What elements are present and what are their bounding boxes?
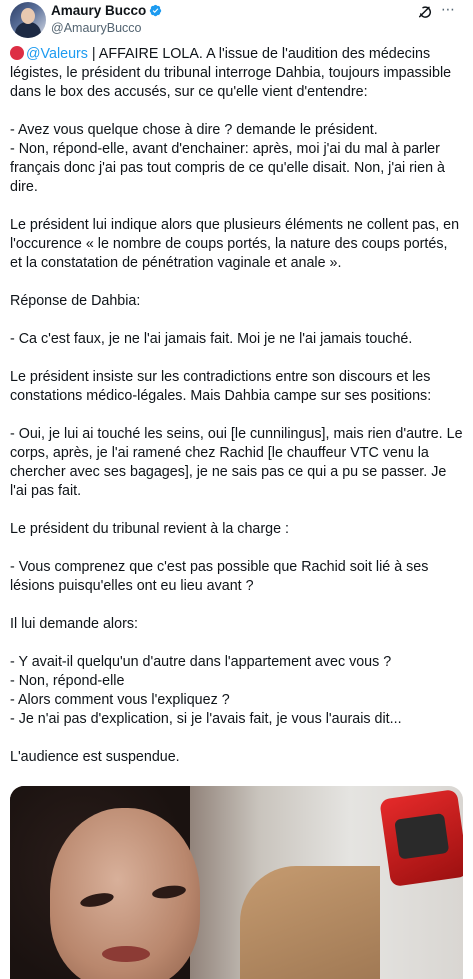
mention-link[interactable]: @Valeurs [26,46,88,62]
red-circle-icon [10,46,24,60]
tweet-line: - Non, répond-elle [10,673,125,689]
paragraph-gap [10,406,463,425]
tweet-line: - Vous comprenez que c'est pas possible que Rachid soit lié à ses lésions puisqu'elles ont eu lieu avant ? [10,559,429,594]
tweet-photo[interactable] [10,786,463,979]
paragraph-gap [10,539,463,558]
tweet-line: | AFFAIRE LOLA. A l'issue de l'audition des médecins légistes, le président du tribunal interroge Dahbia, toujours impassible dans le box des accusés, sur ce qu'elle vient d'entendre: [10,46,452,100]
photo-red-object [379,789,463,887]
tweet-line: Le président insiste sur les contradictions entre son discours et les constations médico-légales. Mais Dahbia campe sur ses positions: [10,369,432,404]
paragraph-gap [10,634,463,653]
paragraph-gap [10,349,463,368]
tweet-first-line [10,45,463,102]
tweet-line: - Avez vous quelque chose à dire ? demande le président. [10,122,378,138]
paragraph-gap [10,596,463,615]
tweet-line: L'audience est suspendue. [10,749,180,765]
avatar-suit [15,22,41,38]
tweet-line: - Alors comment vous l'expliquez ? [10,692,230,708]
tweet-line: Il lui demande alors: [10,616,138,632]
tweet-line: - Non, répond-elle, avant d'enchainer: après, moi j'ai du mal à parler français donc j'ai pas tout compris de ce qu'elle disait. Non, j'ai rien à dire. [10,141,445,195]
paragraph-gap [10,197,463,216]
tweet-line: - Y avait-il quelqu'un d'autre dans l'appartement avec vous ? [10,654,392,670]
tweet-line: - Ca c'est faux, je ne l'ai jamais fait. Moi je ne l'ai jamais touché. [10,331,413,347]
tweet-header [10,2,463,42]
author-name-row [51,3,162,18]
verified-badge-icon [149,4,162,17]
tweet-line: - Je n'ai pas d'explication, si je l'avais fait, je vous l'aurais dit... [10,711,402,727]
tweet-line: Le président du tribunal revient à la charge : [10,521,289,537]
photo-lips [102,946,150,962]
paragraph-gap [10,102,463,121]
paragraph-gap [10,273,463,292]
paragraph-gap [10,729,463,748]
avatar-face [21,8,35,24]
tweet-line: Le président lui indique alors que plusieurs éléments ne collent pas, en l'occurence « le nombre de coups portés, la nature des coups portés, et la constatation de pénétration vaginale et anale ». [10,217,460,271]
tweet-text [10,45,463,767]
photo-coat [240,866,380,979]
grok-icon[interactable] [417,4,433,20]
tweet-line: Réponse de Dahbia: [10,293,141,309]
avatar[interactable] [10,2,46,38]
paragraph-gap [10,311,463,330]
more-icon[interactable]: ⋯ [441,1,455,17]
author-handle[interactable]: @AmauryBucco [51,21,142,35]
tweet-line: - Oui, je lui ai touché les seins, oui [le cunnilingus], mais rien d'autre. Le corps, après, je l'ai ramené chez Rachid [le chauffeur VTC venu la chercher avec ses bagages], je ne sais pas ce qui a pu se passer. Je l'ai pas fait. [10,426,463,499]
author-name[interactable]: Amaury Bucco [51,3,147,18]
paragraph-gap [10,501,463,520]
